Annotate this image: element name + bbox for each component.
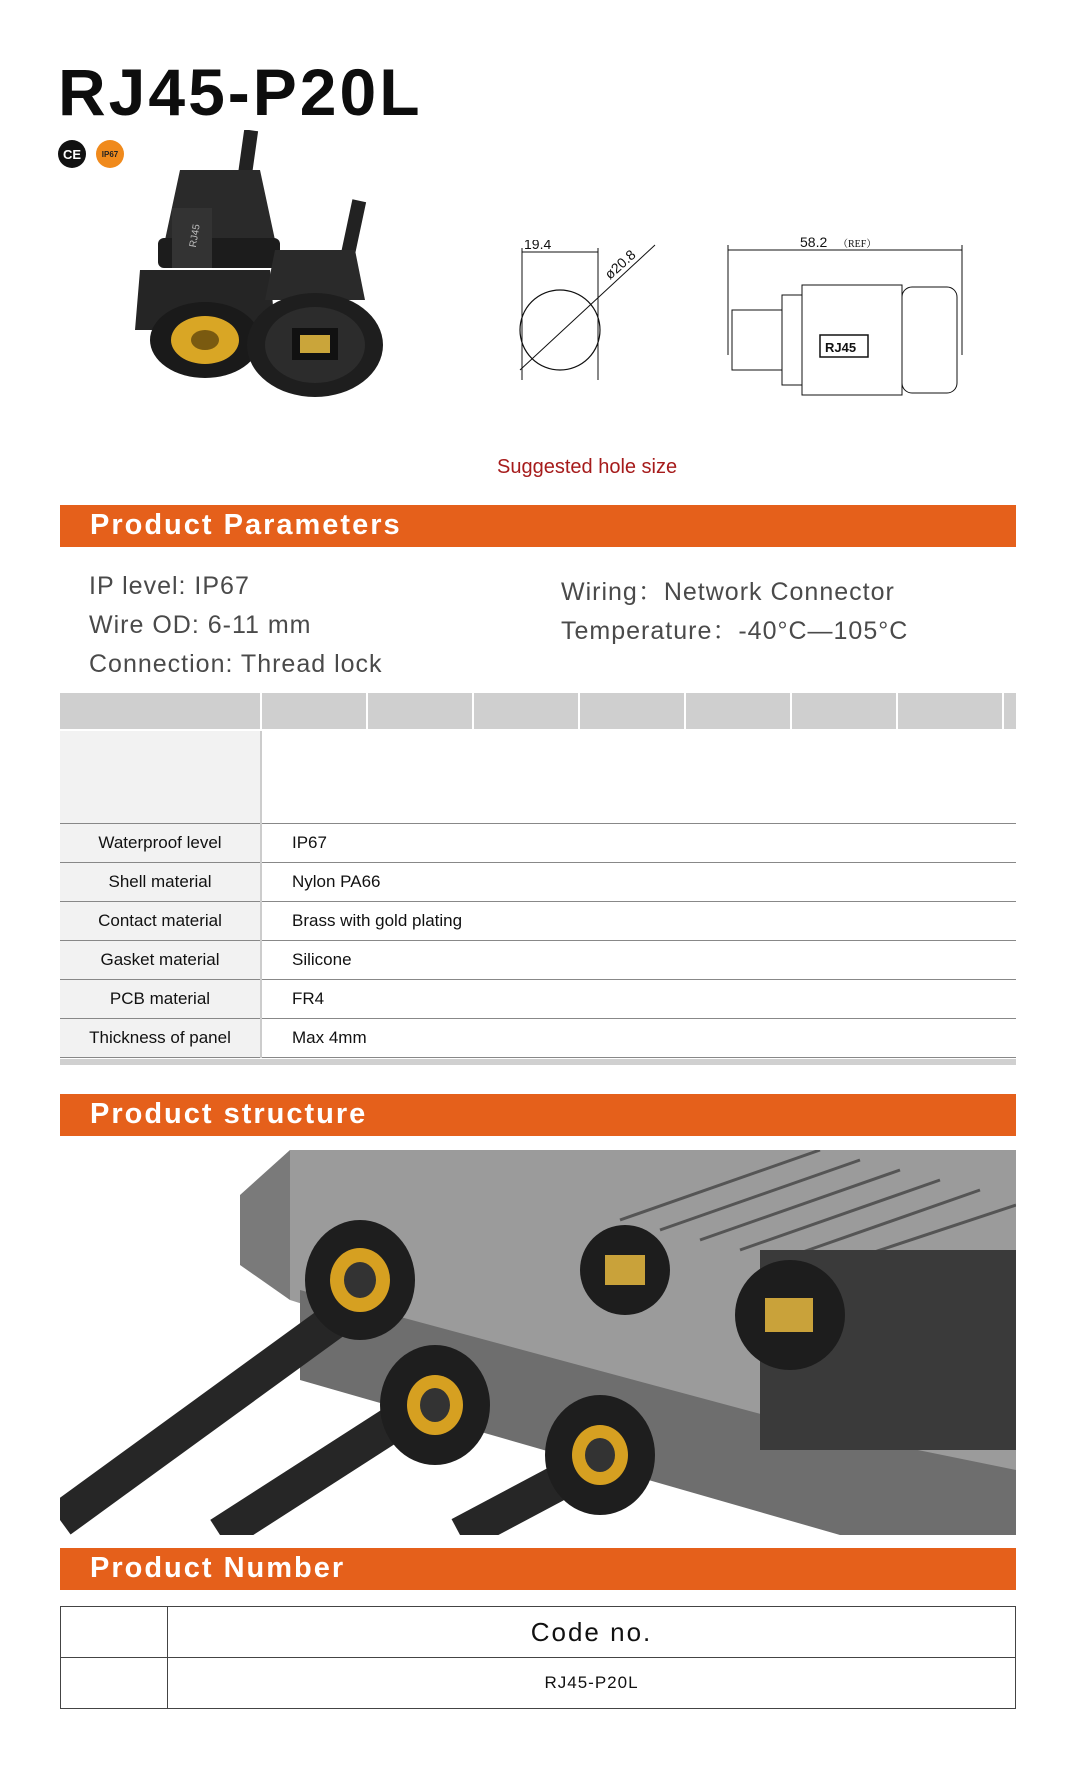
spec-label: Shell material [60, 863, 261, 902]
plug-connector [545, 1395, 655, 1515]
section-header-parameters [60, 505, 1016, 547]
hole-width-label: 19.4 [524, 240, 552, 252]
spec-table-header [60, 693, 1016, 729]
ce-badge-icon: CE [58, 140, 86, 168]
param-ip-level: IP level: IP67 [89, 572, 250, 600]
table-row [61, 1658, 1016, 1709]
table-row [60, 863, 1016, 902]
param-temperature: Temperature：-40°C—105°C [561, 617, 909, 645]
table-row [60, 941, 1016, 980]
hole-diameter-label: ø20.8 [601, 246, 639, 283]
length-note: （REF） [838, 239, 877, 250]
spec-value: Silicone [261, 941, 1016, 980]
product-photo [100, 130, 440, 450]
code-header: Code no. [168, 1607, 1016, 1658]
spec-table-bottom-rule [60, 1059, 1016, 1065]
panel-socket [735, 1260, 845, 1370]
product-number-table [60, 1606, 1016, 1709]
product-title: RJ45-P20L [58, 55, 423, 129]
spec-value: Brass with gold plating [261, 902, 1016, 941]
plug-connector [305, 1220, 415, 1340]
table-row [60, 824, 1016, 863]
spec-label: PCB material [60, 980, 261, 1019]
spec-image-row [60, 731, 1016, 824]
table-row [60, 902, 1016, 941]
spec-value: Max 4mm [261, 1019, 1016, 1058]
hole-size-caption: Suggested hole size [497, 456, 678, 478]
param-wiring: Wiring：Network Connector [561, 578, 895, 606]
spec-label: Thickness of panel [60, 1019, 261, 1058]
code-value: RJ45-P20L [168, 1658, 1016, 1709]
section-title: Product structure [90, 1098, 368, 1130]
table-row [61, 1607, 1016, 1658]
length-label: 58.2 [800, 235, 828, 250]
table-row [60, 1019, 1016, 1058]
spec-label: Contact material [60, 902, 261, 941]
plug-connector [380, 1345, 490, 1465]
spec-value: IP67 [261, 824, 1016, 863]
side-dimension-diagram [720, 235, 980, 435]
section-title: Product Parameters [90, 509, 402, 541]
section-header-number [60, 1548, 1016, 1590]
panel-socket [580, 1225, 670, 1315]
plug-label: RJ45 [187, 223, 203, 249]
spec-value: FR4 [261, 980, 1016, 1019]
section-header-structure [60, 1094, 1016, 1136]
param-connection: Connection: Thread lock [89, 650, 383, 678]
section-title: Product Number [90, 1552, 346, 1584]
spec-table [60, 731, 1016, 1058]
side-part-label: RJ45 [825, 340, 857, 355]
hole-size-diagram [500, 240, 680, 420]
spec-label: Waterproof level [60, 824, 261, 863]
table-row [60, 980, 1016, 1019]
product-structure-photo [60, 1150, 1016, 1535]
param-wire-od: Wire OD: 6-11 mm [89, 611, 312, 639]
spec-label: Gasket material [60, 941, 261, 980]
spec-value: Nylon PA66 [261, 863, 1016, 902]
ip67-badge-icon: IP67 [96, 140, 124, 168]
